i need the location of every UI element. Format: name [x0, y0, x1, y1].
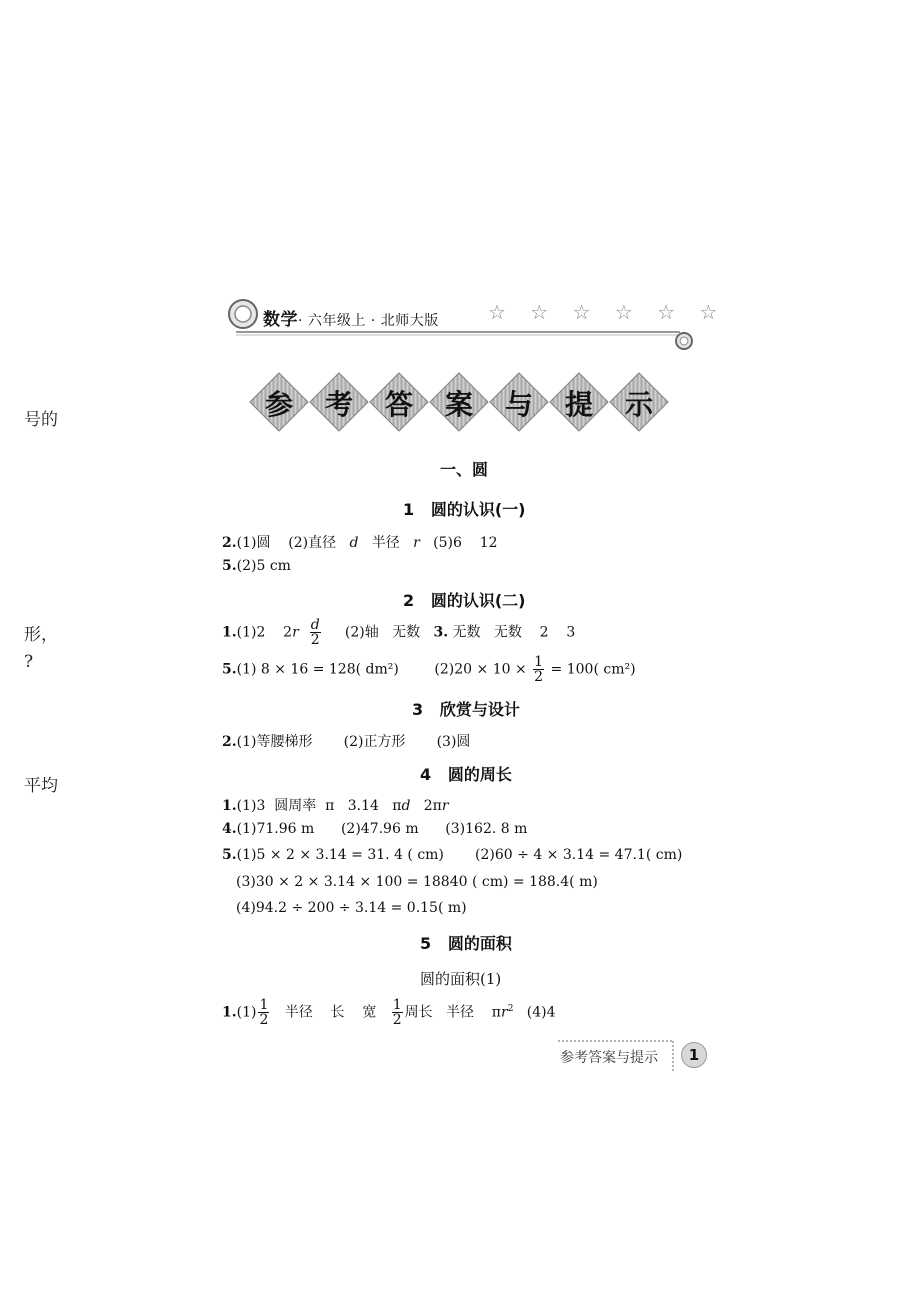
banner-char: 提 — [564, 388, 593, 421]
banner-char: 答 — [384, 388, 413, 421]
section-title: 4 圆的周长 — [420, 765, 512, 784]
section-title: 5 圆的面积 — [420, 934, 512, 953]
fraction-denominator: 2 — [392, 1012, 402, 1028]
answer-text: (1) 8 × 16 = 128( dm²) (2)20 × 10 × — [236, 661, 532, 678]
fraction-denominator: 2 — [534, 669, 544, 685]
banner-char: 与 — [504, 388, 533, 421]
math-var: d — [349, 535, 359, 551]
answer-text: (1)等腰梯形 (2)正方形 (3)圆 — [236, 734, 471, 750]
fraction — [310, 618, 321, 647]
answer-text: (1)圆 (2)直径 — [236, 535, 350, 551]
math-var: r — [413, 535, 420, 551]
question-number: 5. — [222, 558, 237, 574]
question-number: 4. — [222, 821, 237, 837]
question-number: 2. — [222, 535, 237, 551]
banner-diamond — [310, 373, 368, 431]
math-var: r — [441, 798, 449, 814]
page-number: 1 — [681, 1042, 707, 1068]
banner-diamond — [370, 373, 428, 431]
banner-char: 案 — [444, 388, 473, 421]
answer-line: (3)30 × 2 × 3.14 × 100 = 18840 ( cm) = 188.4( m) — [236, 874, 598, 890]
banner-diamond — [490, 373, 548, 431]
banner-diamond — [250, 373, 308, 431]
header-title — [263, 305, 439, 330]
footer-label: 参考答案与提示 — [560, 1050, 658, 1066]
fraction-numerator: 1 — [259, 997, 269, 1013]
fraction-denominator: 2 — [259, 1012, 269, 1028]
answer-line: (4)94.2 ÷ 200 ÷ 3.14 = 0.15( m) — [236, 900, 467, 916]
section-title: 3 欣赏与设计 — [412, 700, 520, 719]
answers-banner — [250, 373, 670, 437]
fraction-denominator: 2 — [310, 632, 320, 648]
section-title: 2 圆的认识(二) — [403, 591, 526, 610]
math-var: d — [401, 798, 411, 814]
answer-text: 无数 无数 2 3 — [448, 624, 576, 641]
chapter-title: 一、圆 — [440, 460, 489, 479]
answer-text: (4)4 — [513, 1004, 556, 1021]
question-number: 5. — [222, 661, 237, 678]
answer-line — [222, 731, 470, 751]
banner-char: 考 — [324, 388, 353, 421]
answer-line — [222, 618, 575, 647]
answer-line — [222, 847, 682, 863]
answer-text: (1)5 × 2 × 3.14 = 31. 4 ( cm) (2)60 ÷ 4 × 3.14 = 47.1( cm) — [236, 847, 683, 863]
margin-fragment: 形， — [24, 625, 58, 645]
answer-line — [222, 795, 449, 815]
math-var: r — [500, 1004, 508, 1021]
fraction-numerator: d — [310, 617, 320, 633]
question-number: 1. — [222, 624, 237, 641]
answer-line — [222, 558, 291, 574]
banner-char: 示 — [624, 388, 653, 421]
fraction-numerator: 1 — [534, 654, 544, 670]
question-number: 3. — [433, 624, 449, 641]
fraction-numerator: 1 — [392, 997, 402, 1013]
answer-text: (1)71.96 m (2)47.96 m (3)162. 8 m — [236, 821, 528, 837]
subject-label: 数学 — [263, 310, 298, 330]
subsection-title: 圆的面积(1) — [420, 970, 502, 988]
answer-text: = 100( cm²) — [546, 661, 636, 678]
superscript: 2 — [507, 1003, 514, 1014]
answer-text: (1) — [236, 1004, 257, 1021]
margin-fragment: 平均 — [24, 776, 58, 796]
banner-diamond — [430, 373, 488, 431]
math-var: r — [292, 624, 299, 641]
banner-diamond — [550, 373, 608, 431]
banner-diamond — [610, 373, 668, 431]
answer-text: 2π — [410, 798, 442, 814]
banner-char: 参 — [264, 388, 293, 421]
header-subtitle: · 六年级上 · 北师大版 — [298, 313, 439, 329]
answer-text: (5)6 12 — [419, 535, 498, 551]
answer-text: (2)轴 无数 — [322, 624, 434, 641]
question-number: 1. — [222, 798, 237, 814]
answer-line — [222, 532, 498, 552]
answer-text: 半径 — [358, 535, 414, 551]
fraction — [392, 998, 403, 1027]
section-title: 1 圆的认识(一) — [403, 500, 526, 519]
question-number: 2. — [222, 734, 237, 750]
answer-text: (1)3 圆周率 π 3.14 π — [236, 798, 402, 814]
question-number: 5. — [222, 847, 237, 863]
margin-fragment: 号的 — [24, 410, 58, 430]
star-rating-icon: ☆ ☆ ☆ ☆ ☆ ☆ — [488, 300, 727, 324]
answer-text: (2)5 cm — [236, 558, 291, 574]
fraction — [533, 655, 544, 684]
answer-text: 半径 长 宽 — [271, 1004, 390, 1021]
answer-line — [222, 998, 556, 1027]
answer-text: 周长 半径 π — [404, 1004, 501, 1021]
fraction — [258, 998, 269, 1027]
question-number: 1. — [222, 1004, 237, 1021]
answer-text: (1)2 2 — [236, 624, 293, 641]
answer-line — [222, 821, 527, 837]
answer-line — [222, 655, 636, 684]
margin-fragment: ? — [24, 652, 34, 672]
